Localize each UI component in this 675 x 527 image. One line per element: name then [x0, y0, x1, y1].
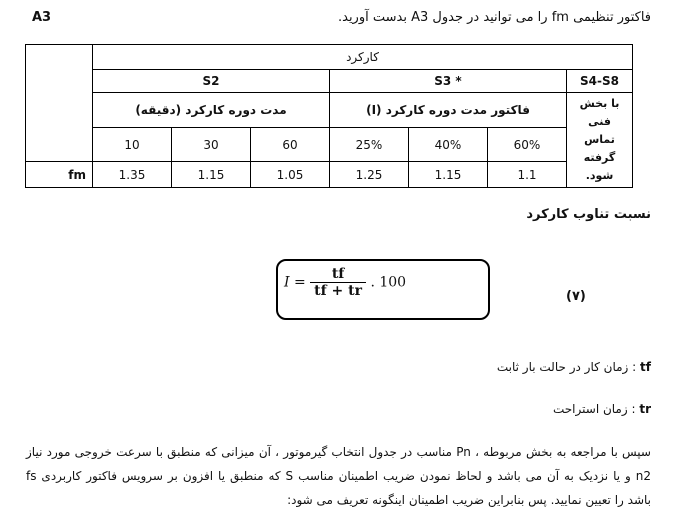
tf-definition — [497, 360, 651, 374]
formula-lhs: I = — [284, 274, 306, 291]
formula-denominator: tf + tr — [314, 283, 362, 299]
formula-numerator: tf — [310, 266, 366, 283]
fm-value-4: 1.25 — [330, 162, 409, 188]
s2-header: S2 — [93, 70, 330, 93]
tr-text: : زمان استراحت — [552, 402, 636, 416]
s4-s8-description: با بخش فنی تماس گرفته شود. — [567, 93, 633, 188]
fm-value-2: 1.15 — [172, 162, 251, 188]
s3-col-3: 60% — [488, 127, 567, 162]
s2-subheader: مدت دوره کارکرد (دقیقه) — [93, 93, 330, 128]
empty-corner-cell — [26, 45, 93, 162]
s2-col-3: 60 — [251, 127, 330, 162]
formula-fraction — [310, 266, 366, 299]
s3-col-1: 25% — [330, 127, 409, 162]
s3-subheader: فاکتور مدت دوره کارکرد (I) — [330, 93, 567, 128]
formula — [284, 266, 406, 299]
tr-symbol: tr — [639, 402, 651, 416]
service-factor-table — [25, 44, 633, 188]
tf-text: : زمان کار در حالت بار ثابت — [496, 360, 637, 374]
tr-definition — [553, 402, 651, 416]
section-title: نسبت تناوب کارکرد — [526, 207, 651, 222]
fm-row-label: fm — [26, 162, 93, 188]
table-code: A3 — [32, 10, 52, 25]
karkard-header: کارکرد — [93, 45, 633, 70]
intro-text: فاکتور تنظیمی fm را می توانید در جدول A3 بدست آورید. — [337, 10, 651, 25]
s3-col-2: 40% — [409, 127, 488, 162]
tf-symbol: tf — [640, 360, 651, 374]
s3-header: S3 * — [330, 70, 567, 93]
fm-value-6: 1.1 — [488, 162, 567, 188]
s4-s8-header: S4-S8 — [567, 70, 633, 93]
explanation-paragraph: سپس با مراجعه به بخش مربوطه ، Pn مناسب در جدول انتخاب گیرموتور ، آن میزانی که منطبق با سرعت خروجی مورد نیاز n2 و یا نزدیک به آن می باشد و لحاظ نمودن ضریب اطمینان مناسب S که منطبق یا افزون بر سرویس فاکتور کاربردی fs باشد را تعیین نمایید. پس بنابراین ضریب اطمینان اینگونه تعریف می شود: — [26, 445, 651, 507]
formula-tail: . 100 — [370, 274, 407, 291]
equation-number: (۷) — [566, 289, 586, 304]
fm-value-5: 1.15 — [409, 162, 488, 188]
fm-value-1: 1.35 — [93, 162, 172, 188]
s2-col-2: 30 — [172, 127, 251, 162]
fm-value-3: 1.05 — [251, 162, 330, 188]
s2-col-1: 10 — [93, 127, 172, 162]
